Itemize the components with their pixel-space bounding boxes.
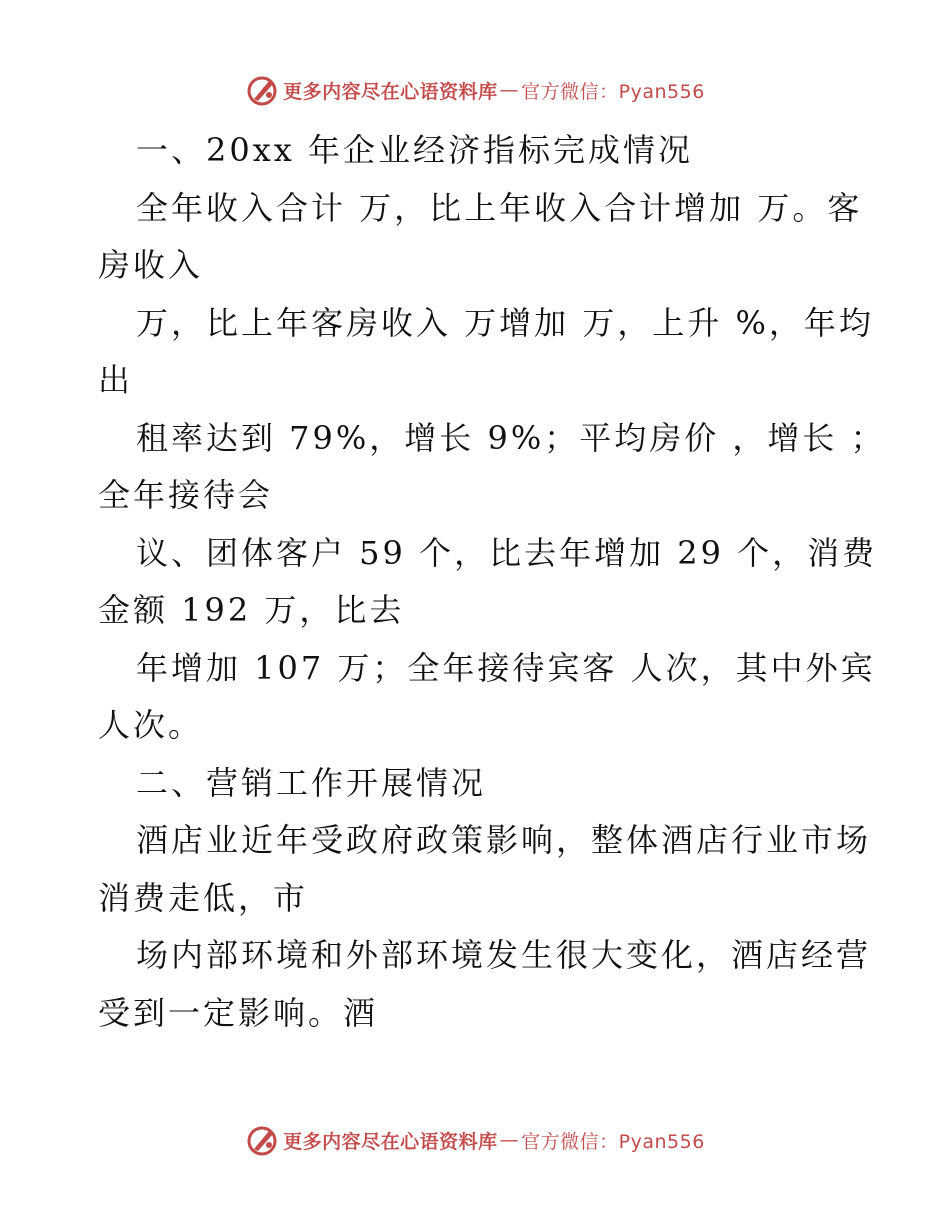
paragraph-line: 房收入 xyxy=(98,246,204,284)
footer-banner-dash: — xyxy=(499,1129,520,1151)
paragraph-line: 酒店业近年受政府政策影响，整体酒店行业市场 xyxy=(136,821,872,859)
paragraph-line: 消费走低，市 xyxy=(98,878,309,917)
header-banner xyxy=(0,70,950,110)
footer-banner-wechat: 官方微信：Pyan556 xyxy=(521,1130,705,1153)
footer-banner xyxy=(0,1120,950,1160)
section-heading-1: 一、20xx 年企业经济指标完成情况 xyxy=(136,131,693,169)
paragraph-line: 年增加 107 万；全年接待宾客 人次，其中外宾 xyxy=(136,648,876,687)
paragraph-line: 全年收入合计 万，比上年收入合计增加 万。客 xyxy=(136,188,863,227)
paragraph-line: 万，比上年客房收入 万增加 万，上升 %，年均 xyxy=(136,303,874,342)
paragraph-line: 出 xyxy=(98,361,134,399)
header-banner-wechat: 官方微信：Pyan556 xyxy=(521,80,705,103)
header-banner-dash: — xyxy=(499,79,520,101)
paragraph-line: 场内部环境和外部环境发生很大变化，酒店经营 xyxy=(136,936,872,974)
paragraph-line: 议、团体客户 59 个，比去年增加 29 个，消费 xyxy=(136,533,878,572)
paragraph-line: 人次。 xyxy=(98,706,204,744)
section-heading-2: 二、营销工作开展情况 xyxy=(136,763,487,802)
footer-banner-title: 更多内容尽在心语资料库 xyxy=(283,1130,498,1153)
paragraph-line: 全年接待会 xyxy=(98,476,274,514)
paragraph-line: 受到一定影响。酒 xyxy=(98,993,379,1032)
paragraph-line: 金额 192 万，比去 xyxy=(98,591,405,629)
paragraph-line: 租率达到 79%，增长 9%；平均房价 ，增长 ； xyxy=(136,418,886,457)
brush-pen-logo-icon xyxy=(245,1123,279,1157)
document-body xyxy=(98,122,886,1042)
header-banner-title: 更多内容尽在心语资料库 xyxy=(283,80,498,103)
brush-pen-logo-icon xyxy=(245,73,279,107)
